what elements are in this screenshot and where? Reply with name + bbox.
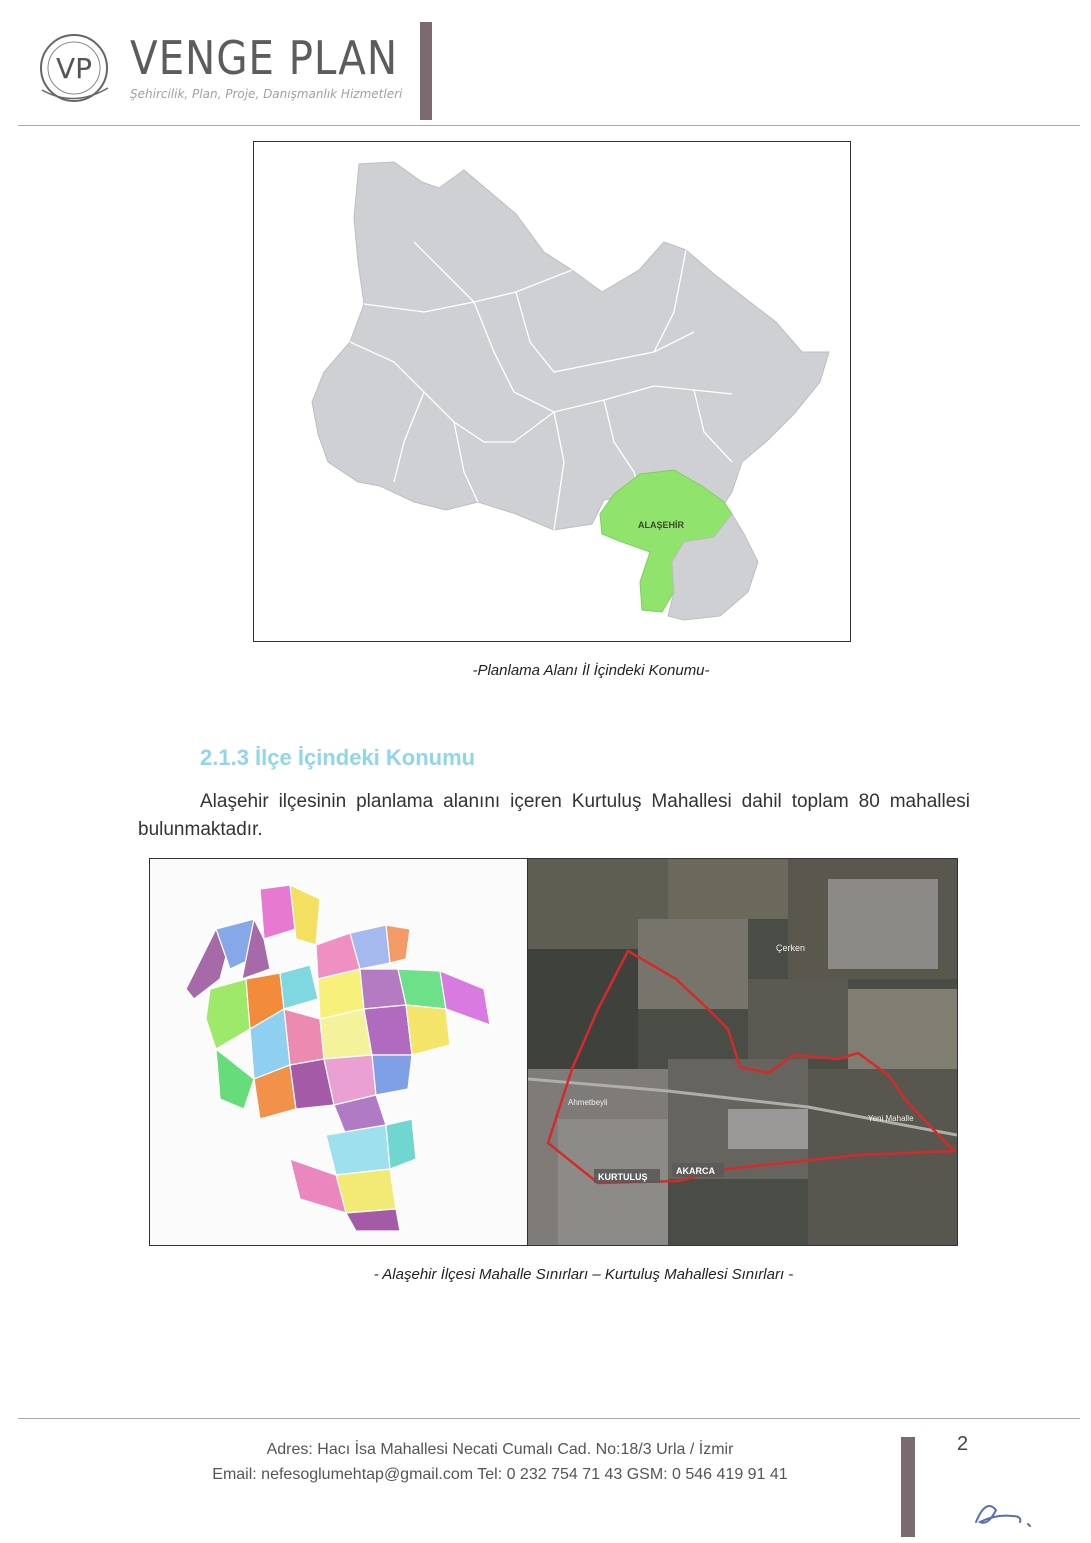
logo-monogram: VP: [55, 52, 93, 85]
alasehir-map-label: ALAŞEHİR: [637, 520, 685, 530]
kurtulus-satellite-figure: [527, 858, 958, 1246]
header-divider: [18, 125, 1080, 126]
ahmetbey-label: Ahmetbeyli: [568, 1098, 608, 1107]
venge-plan-logo-mark: [34, 30, 118, 110]
province-map-figure: [253, 141, 851, 642]
kurtulus-label: KURTULUŞ: [598, 1172, 648, 1182]
province-outline: [312, 162, 829, 530]
footer-divider: [18, 1418, 1080, 1419]
footer-accent-bar: [901, 1437, 915, 1537]
figure1-caption: -Planlama Alanı İl İçindeki Konumu-: [472, 662, 710, 679]
signature-mark: [966, 1492, 1046, 1532]
akarca-label: AKARCA: [676, 1166, 715, 1176]
figure2-caption: - Alaşehir İlçesi Mahalle Sınırları – Kurtuluş Mahallesi Sınırları -: [373, 1266, 794, 1283]
brand-tagline: Şehircilik, Plan, Proje, Danışmanlık Hizmetleri: [130, 87, 403, 101]
header-accent-bar: [420, 22, 432, 120]
footer-address: Adres: Hacı İsa Mahallesi Necati Cumalı Cad. No:18/3 Urla / İzmir: [266, 1441, 734, 1458]
neighbourhood-polygons: [186, 885, 490, 1231]
brand-name: VENGE PLAN: [130, 31, 399, 85]
neighbourhood-map-figure: [149, 858, 528, 1246]
cerken-label: Çerken: [776, 943, 806, 953]
footer-contact: Email: nefesoglumehtap@gmail.com Tel: 0 232 754 71 43 GSM: 0 546 419 91 41: [212, 1466, 788, 1483]
section-paragraph: Alaşehir ilçesinin planlama alanını içeren Kurtuluş Mahallesi dahil toplam 80 mahallesi bulunmaktadır.: [138, 791, 970, 840]
yenimahalle-label: Yeni Mahalle: [868, 1114, 914, 1123]
section-heading: 2.1.3 İlçe İçindeki Konumu: [200, 745, 476, 770]
page-number: 2: [957, 1433, 969, 1455]
